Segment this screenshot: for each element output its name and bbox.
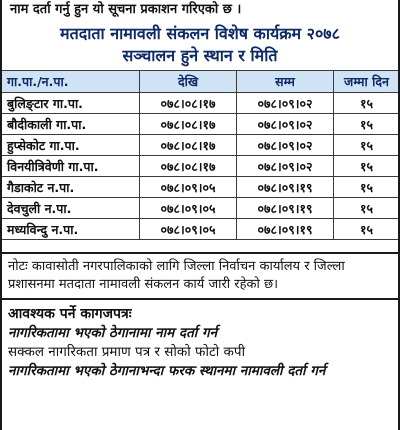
cell-municipality: देवचुली न.पा. bbox=[2, 198, 140, 219]
cell-municipality: हुप्सेकोट गा.पा. bbox=[2, 135, 140, 156]
header-total-days: जम्मा दिन bbox=[334, 71, 400, 93]
required-documents bbox=[2, 300, 398, 381]
cell-municipality: बौदीकाली गा.पा. bbox=[2, 114, 140, 135]
document-item: सक्कल नागरिकता प्रमाण पत्र र सोको फोटो कपी bbox=[8, 344, 246, 360]
cell-to-date: ०७८।०९।०२ bbox=[237, 114, 334, 135]
cell-from-date: ०७८।०८।१७ bbox=[140, 156, 237, 177]
documents-title: आवश्यक पर्ने कागजपत्रः bbox=[8, 306, 132, 322]
table-row bbox=[2, 156, 400, 177]
header-municipality: गा.पा./न.पा. bbox=[2, 71, 140, 93]
cell-total-days: १५ bbox=[334, 93, 400, 114]
document-item: नागरिकतामा भएको ठेगानामा नाम दर्ता गर्न bbox=[8, 325, 218, 341]
cell-total-days: १५ bbox=[334, 156, 400, 177]
cell-total-days: १५ bbox=[334, 177, 400, 198]
cell-from-date: ०७८।०९।०५ bbox=[140, 198, 237, 219]
document-item: नागरिकतामा भएको ठेगानाभन्दा फरक स्थानमा नामावली दर्ता गर्न bbox=[8, 363, 326, 379]
cell-municipality: विनयीत्रिवेणी गा.पा. bbox=[2, 156, 140, 177]
table-row bbox=[2, 135, 400, 156]
cell-total-days: १५ bbox=[334, 198, 400, 219]
note-text: नोटः कावासोती नगरपालिकाको लागि जिल्ला निर्वाचन कार्यालय र जिल्ला प्रशासनमा मतदाता नामावली संकलन कार्य जारी रहेको छ। bbox=[2, 254, 398, 300]
section-divider bbox=[2, 240, 398, 254]
schedule-table bbox=[1, 70, 400, 240]
table-row bbox=[2, 219, 400, 240]
cell-from-date: ०७८।०८।१७ bbox=[140, 114, 237, 135]
cell-to-date: ०७८।०९।१९ bbox=[237, 219, 334, 240]
intro-text: नाम दर्ता गर्नु हुन यो सूचना प्रकाशन गरिएको छ । bbox=[10, 2, 242, 17]
cell-from-date: ०७८।०९।०५ bbox=[140, 219, 237, 240]
cell-total-days: १५ bbox=[334, 114, 400, 135]
program-title: मतदाता नामावली संकलन विशेष कार्यक्रम २०७८ bbox=[60, 24, 340, 43]
table-row bbox=[2, 198, 400, 219]
table-row bbox=[2, 177, 400, 198]
cell-from-date: ०७८।०८।१७ bbox=[140, 135, 237, 156]
cell-to-date: ०७८।०९।१९ bbox=[237, 177, 334, 198]
cell-total-days: १५ bbox=[334, 219, 400, 240]
cell-to-date: ०७८।०९।१९ bbox=[237, 198, 334, 219]
cell-total-days: १५ bbox=[334, 135, 400, 156]
cell-to-date: ०७८।०९।०२ bbox=[237, 93, 334, 114]
header-to: सम्म bbox=[237, 71, 334, 93]
cell-to-date: ०७८।०९।०२ bbox=[237, 156, 334, 177]
program-subtitle: सञ्चालन हुने स्थान र मिति bbox=[122, 46, 278, 65]
header-from: देखि bbox=[140, 71, 237, 93]
cell-from-date: ०७८।०८।१७ bbox=[140, 93, 237, 114]
cell-municipality: बुलिङ्टार गा.पा. bbox=[2, 93, 140, 114]
cell-to-date: ०७८।०९।०२ bbox=[237, 135, 334, 156]
cell-from-date: ०७८।०९।०५ bbox=[140, 177, 237, 198]
table-row bbox=[2, 114, 400, 135]
cell-municipality: गैडाकोट न.पा. bbox=[2, 177, 140, 198]
cell-municipality: मध्यविन्दु न.पा. bbox=[2, 219, 140, 240]
table-header-row bbox=[2, 71, 400, 93]
table-row bbox=[2, 93, 400, 114]
